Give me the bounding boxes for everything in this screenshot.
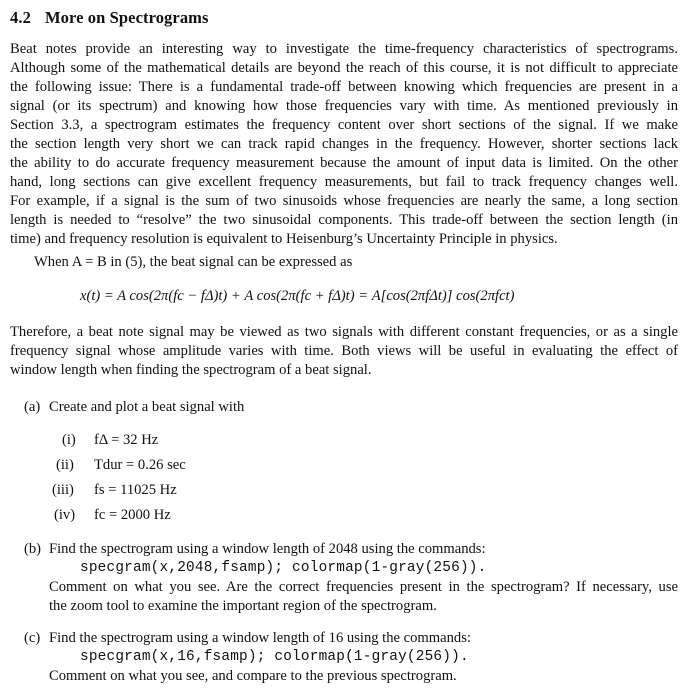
part-b-code: specgram(x,2048,fsamp); colormap(1-gray(256)). [80,560,487,576]
part-a-label: (a) [24,399,41,415]
item-iv-text: fc = 2000 Hz [94,507,171,523]
item-iii-label: (iii) [52,482,74,498]
intro-line: For example, if a signal is the sum of two sinusoids whose frequencies are nearly the same, a long section [10,193,678,209]
section-title: More on Spectrograms [44,8,209,27]
part-b-comment-line: Comment on what you see. Are the correct frequencies present in the spectrogram? If necessary, use [49,579,678,595]
intro-line: the following issue: There is a fundamental trade-off between knowing which frequencies are present in a [10,79,678,95]
part-b-text: Find the spectrogram using a window length of 2048 using the commands: [49,541,486,557]
therefore-line: frequency signal whose amplitude varies with time. Both views will be useful in evaluating the effect of [10,343,678,359]
item-i-label: (i) [62,432,76,448]
intro-line: length is needed to “resolve” the two sinusoidal components. This trade-off between the section length (in [10,212,678,228]
part-c-comment-line: Comment on what you see, and compare to the previous spectrogram. [49,668,457,684]
therefore-line: Therefore, a beat note signal may be viewed as two signals with different constant frequencies, or as a single [10,324,678,340]
item-iv-label: (iv) [54,507,76,523]
when-line: When A = B in (5), the beat signal can be expressed as [34,254,353,270]
item-i-text: fΔ = 32 Hz [94,432,159,448]
intro-line: signal (or its spectrum) and knowing how those frequencies vary with time. As mentioned previously in [10,98,678,114]
part-c-label: (c) [24,630,41,646]
beat-equation: x(t) = A cos(2π(fc − fΔ)t) + A cos(2π(fc + fΔ)t) = A[cos(2πfΔt)] cos(2πfct) [80,288,515,304]
intro-line: the ability to do accurate frequency measurement because the amount of input data is limited. On the other [10,155,678,171]
part-b-comment-line: the zoom tool to examine the important region of the spectrogram. [49,598,437,614]
item-iii-text: fs = 11025 Hz [94,482,177,498]
item-ii-text: Tdur = 0.26 sec [94,457,186,473]
intro-line: Beat notes provide an interesting way to investigate the time-frequency characteristics of spectrograms. [10,41,678,57]
section-heading [10,8,209,28]
intro-line: the section length very short we can track rapid changes in the frequency. However, shorter sections lack [10,136,678,152]
intro-line: Section 3.3, a spectrogram estimates the frequency content over short sections of the signal. If we make [10,117,678,133]
section-number: 4.2 [10,8,31,27]
part-c-text: Find the spectrogram using a window length of 16 using the commands: [49,630,471,646]
intro-line: Although some of the mathematical details are beyond the reach of this course, it is not difficult to appreciate [10,60,678,76]
part-c-code: specgram(x,16,fsamp); colormap(1-gray(256)). [80,649,469,665]
intro-line: hand, long sections can give excellent frequency measurements, but fail to track frequency changes well. [10,174,678,190]
part-a-text: Create and plot a beat signal with [49,399,245,415]
item-ii-label: (ii) [56,457,74,473]
part-b-label: (b) [24,541,42,557]
therefore-line: window length when finding the spectrogram of a beat signal. [10,362,372,378]
intro-line: time) and frequency resolution is equivalent to Heisenburg’s Uncertainty Principle in physics. [10,231,558,247]
